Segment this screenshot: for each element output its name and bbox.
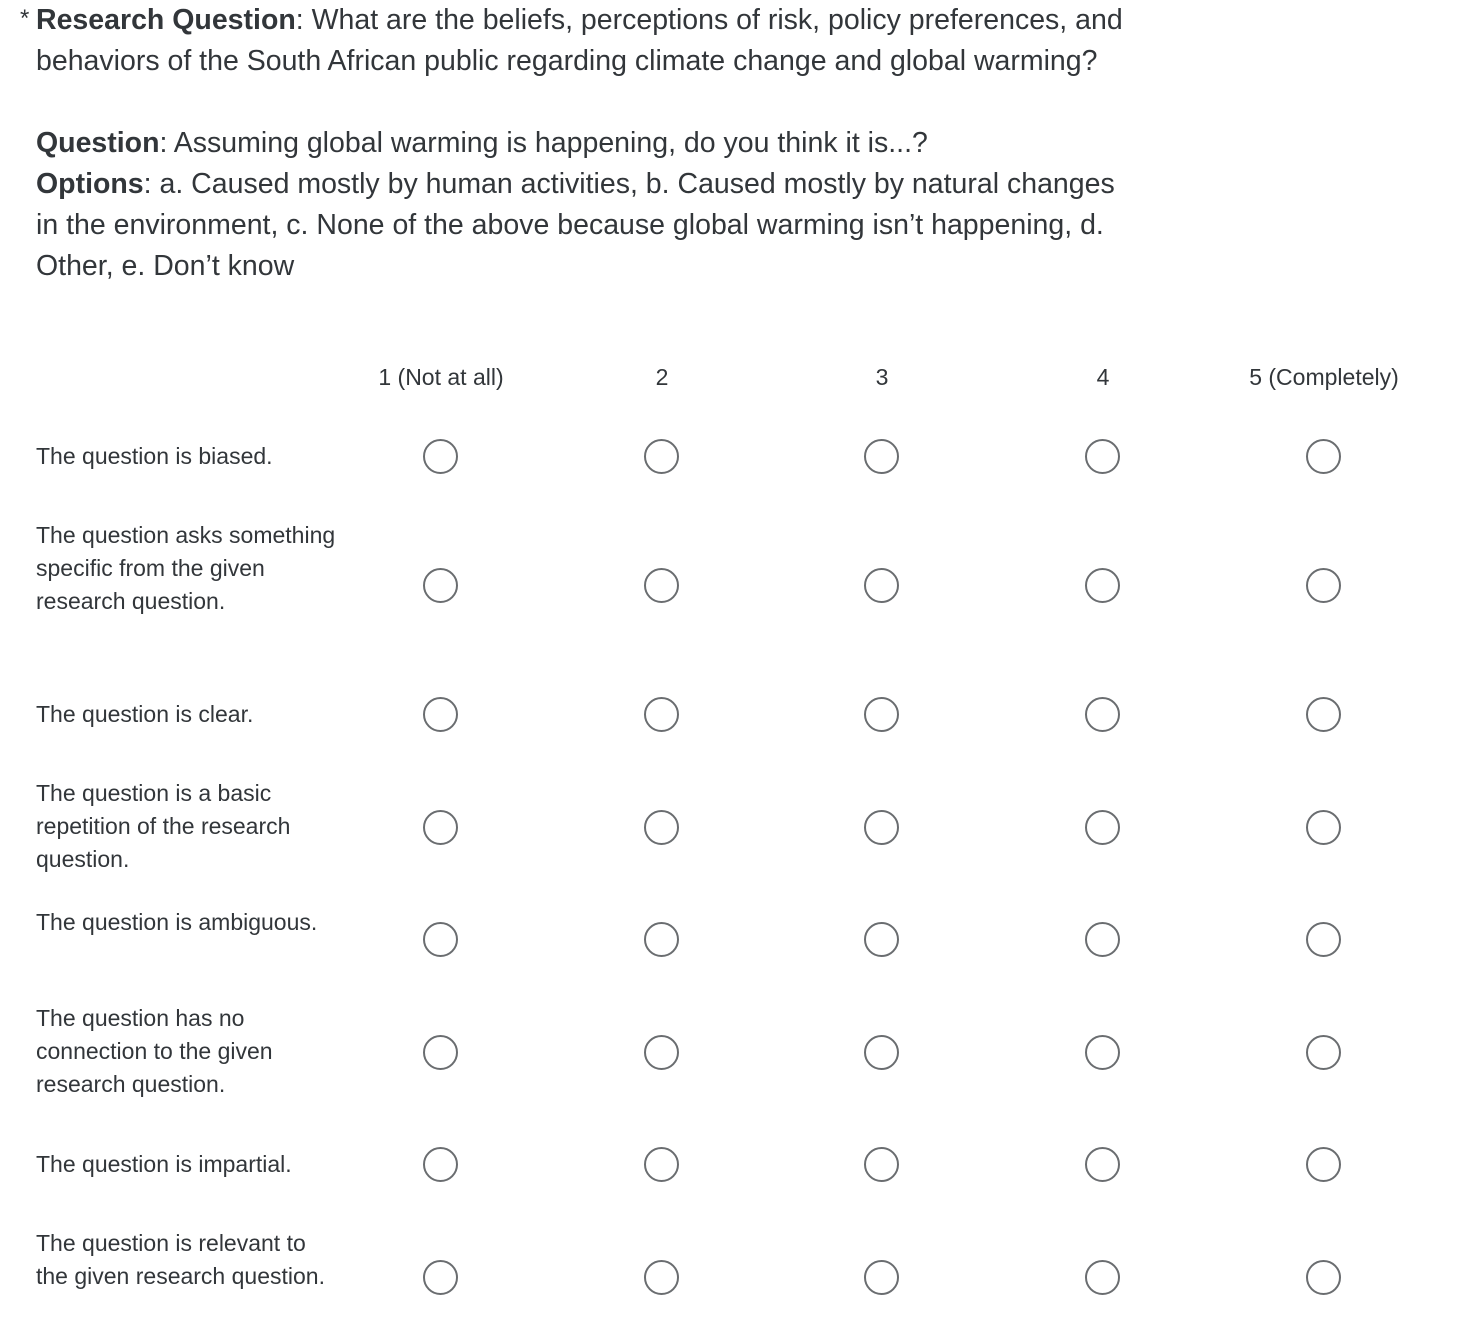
options-text: a. Caused mostly by human activities, b. Caused mostly by natural changes in the environment, c. None of the above because global warming isn’t happening, d. Other, e. Don’t know [36, 168, 1115, 282]
radio-row-6-col-5[interactable] [1306, 1035, 1341, 1070]
radio-row-2-col-5[interactable] [1306, 568, 1341, 603]
question-text: Assuming global warming is happening, do you think it is...? [173, 127, 928, 159]
column-header-2: 2 [655, 364, 669, 390]
radio-row-3-col-5[interactable] [1306, 697, 1341, 732]
row-label-7: The question is impartial. [36, 1151, 292, 1177]
radio-row-5-col-5[interactable] [1306, 922, 1341, 957]
radio-row-5-col-3[interactable] [864, 922, 899, 957]
radio-row-6-col-1[interactable] [423, 1035, 458, 1070]
radio-row-4-col-1[interactable] [423, 810, 458, 845]
radio-row-1-col-1[interactable] [423, 439, 458, 474]
radio-row-3-col-3[interactable] [864, 697, 899, 732]
radio-row-3-col-1[interactable] [423, 697, 458, 732]
row-label-5: The question is ambiguous. [36, 909, 318, 935]
radio-row-7-col-3[interactable] [864, 1147, 899, 1182]
radio-row-8-col-1[interactable] [423, 1260, 458, 1295]
question-label: Question [36, 127, 160, 159]
radio-row-2-col-2[interactable] [644, 568, 679, 603]
research-question-label: Research Question [36, 4, 296, 36]
radio-row-7-col-4[interactable] [1085, 1147, 1120, 1182]
options-separator: : [143, 168, 160, 200]
radio-row-1-col-3[interactable] [864, 439, 899, 474]
radio-row-2-col-4[interactable] [1085, 568, 1120, 603]
radio-row-2-col-1[interactable] [423, 568, 458, 603]
radio-row-4-col-2[interactable] [644, 810, 679, 845]
radio-row-8-col-5[interactable] [1306, 1260, 1341, 1295]
row-label-1: The question is biased. [36, 443, 273, 469]
row-label-4: The question is a basic repetition of the research question. [36, 780, 291, 872]
row-label-3: The question is clear. [36, 701, 254, 727]
row-label-8: The question is relevant to the given research question. [36, 1230, 325, 1289]
radio-row-1-col-5[interactable] [1306, 439, 1341, 474]
radio-row-3-col-4[interactable] [1085, 697, 1120, 732]
radio-row-4-col-4[interactable] [1085, 810, 1120, 845]
radio-row-7-col-1[interactable] [423, 1147, 458, 1182]
column-header-3: 3 [875, 364, 889, 390]
research-question-separator: : [295, 4, 312, 36]
radio-row-7-col-5[interactable] [1306, 1147, 1341, 1182]
radio-row-5-col-2[interactable] [644, 922, 679, 957]
radio-row-3-col-2[interactable] [644, 697, 679, 732]
radio-row-4-col-3[interactable] [864, 810, 899, 845]
radio-row-5-col-1[interactable] [423, 922, 458, 957]
options-label: Options [36, 168, 144, 200]
radio-row-8-col-3[interactable] [864, 1260, 899, 1295]
radio-row-6-col-3[interactable] [864, 1035, 899, 1070]
radio-row-4-col-5[interactable] [1306, 810, 1341, 845]
radio-row-8-col-4[interactable] [1085, 1260, 1120, 1295]
radio-row-6-col-4[interactable] [1085, 1035, 1120, 1070]
radio-row-8-col-2[interactable] [644, 1260, 679, 1295]
row-label-2: The question asks something specific from the given research question. [36, 522, 336, 614]
row-label-6: The question has no connection to the given research question. [36, 1005, 273, 1097]
research-question-text: What are the beliefs, perceptions of risk, policy preferences, and behaviors of the South African public regarding climate change and global warming? [36, 4, 1123, 77]
column-header-4: 4 [1096, 364, 1110, 390]
required-marker: * [20, 5, 30, 32]
radio-row-2-col-3[interactable] [864, 568, 899, 603]
column-header-1: 1 (Not at all) [378, 364, 504, 390]
radio-row-1-col-2[interactable] [644, 439, 679, 474]
column-header-5: 5 (Completely) [1249, 364, 1399, 390]
question-separator: : [159, 127, 174, 159]
radio-row-1-col-4[interactable] [1085, 439, 1120, 474]
radio-row-6-col-2[interactable] [644, 1035, 679, 1070]
radio-row-5-col-4[interactable] [1085, 922, 1120, 957]
radio-row-7-col-2[interactable] [644, 1147, 679, 1182]
